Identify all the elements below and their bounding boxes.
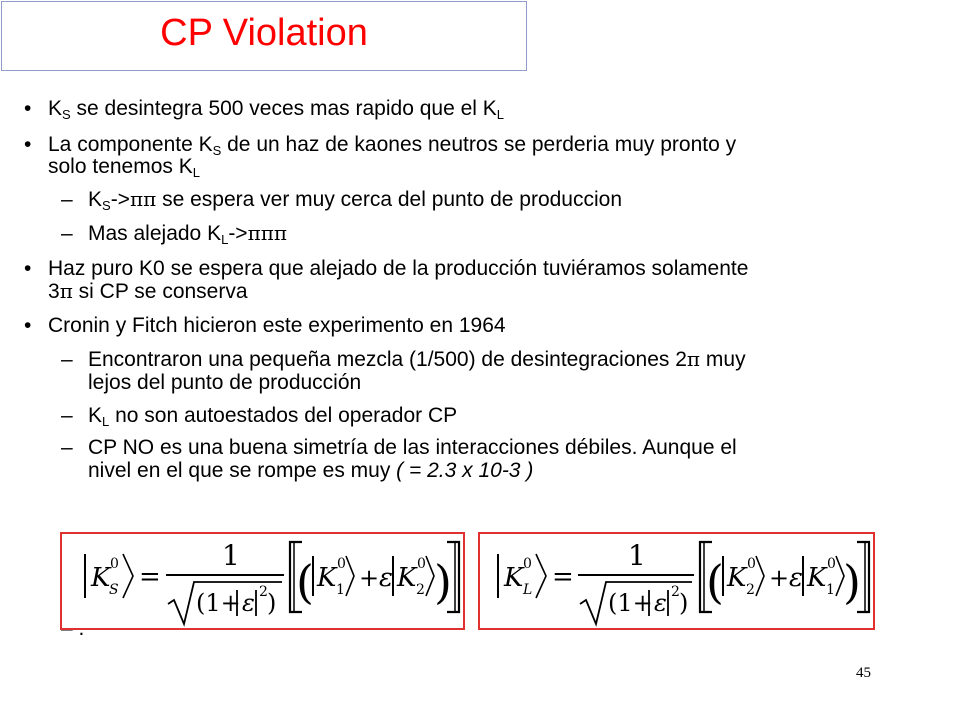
bullet-icon: • [24,257,32,280]
svg-text:): ) [434,555,452,609]
equation-kl-formula [480,534,873,628]
equation-ks [60,532,465,630]
svg-text:0: 0 [523,556,532,572]
svg-text:2: 2 [259,584,268,600]
svg-text:0: 0 [747,556,756,572]
svg-text:=: = [139,562,161,592]
svg-text:L: L [523,582,533,598]
page-number: 45 [856,665,871,681]
svg-text:0: 0 [827,556,836,572]
dash-icon: – [61,404,73,427]
svg-text:K: K [91,563,111,593]
svg-text:1: 1 [222,539,240,572]
slide: CP Violation • $K_S$ se desintegra 500 veces mas rapido que el $K_L$ • La componente $K_S$ de un haz de kaones neutros se perderia muy pronto y solo tenemos $K_L$ – $K_S->\pi\pi$ se espera ver muy cerca del punto de produccion – Mas alejado $K_L->\pi\pi\pi$ • Haz puro K0 se espera que alejado de la producción tuviéramos solamente 3π si CP se conserva • Cronin y Fitch hicieron este experimento en 1964 – Encontraron una pequeña mezcla (1/500) de desintegraciones 2π muy lejos del punto de producción – $K_L$ no son autoestados del operador CP – CP NO es una buena simetría de las interacciones débiles. Aunque el nivel en el que se rompe es muy ( = 2.3 x 10-3 ) K 0 S = 1 (1+ ε 2 ) ( K 0 1 + ε K 0 2 ) K 0 L = 1 (1+ ε 2 ) ( K 0 2 + ε K 0 1 ) 45 [0,0,960,720]
slide-title: CP Violation [160,11,368,54]
svg-text:K: K [807,563,827,593]
svg-text:ε: ε [789,563,803,593]
svg-text:(: ( [706,555,724,609]
svg-text:ε: ε [242,589,255,617]
svg-text:S: S [109,582,119,598]
svg-text:1: 1 [336,582,345,598]
title-box [1,1,527,71]
svg-text:0: 0 [110,556,119,572]
dash-icon: – [61,222,73,245]
bullet-icon: • [24,133,32,156]
svg-text:): ) [267,589,277,617]
svg-text:(1+: (1+ [608,589,653,617]
svg-text:K: K [397,563,417,593]
svg-text:0: 0 [417,556,426,572]
equation-kl [478,532,875,630]
svg-text:2: 2 [746,582,755,598]
svg-text:K: K [504,563,524,593]
svg-text:+: + [359,564,380,592]
svg-text:ε: ε [379,563,393,593]
svg-text:2: 2 [416,582,425,598]
dash-icon: – [61,348,73,371]
svg-text:+: + [769,564,790,592]
bullet-icon: • [24,97,32,120]
svg-text:1: 1 [826,582,835,598]
svg-text:0: 0 [337,556,346,572]
bullet-icon: • [24,314,32,337]
svg-text:K: K [317,563,337,593]
svg-text:): ) [843,555,861,609]
svg-text:1: 1 [628,539,646,572]
svg-text:): ) [679,589,689,617]
svg-text:(: ( [296,555,314,609]
dash-icon: – [61,188,73,211]
svg-text:2: 2 [671,584,680,600]
dash-icon: – [61,436,73,459]
svg-text:=: = [552,562,574,592]
svg-text:ε: ε [654,589,667,617]
svg-text:K: K [727,563,747,593]
equation-ks-formula [62,534,463,628]
svg-text:(1+: (1+ [196,589,241,617]
